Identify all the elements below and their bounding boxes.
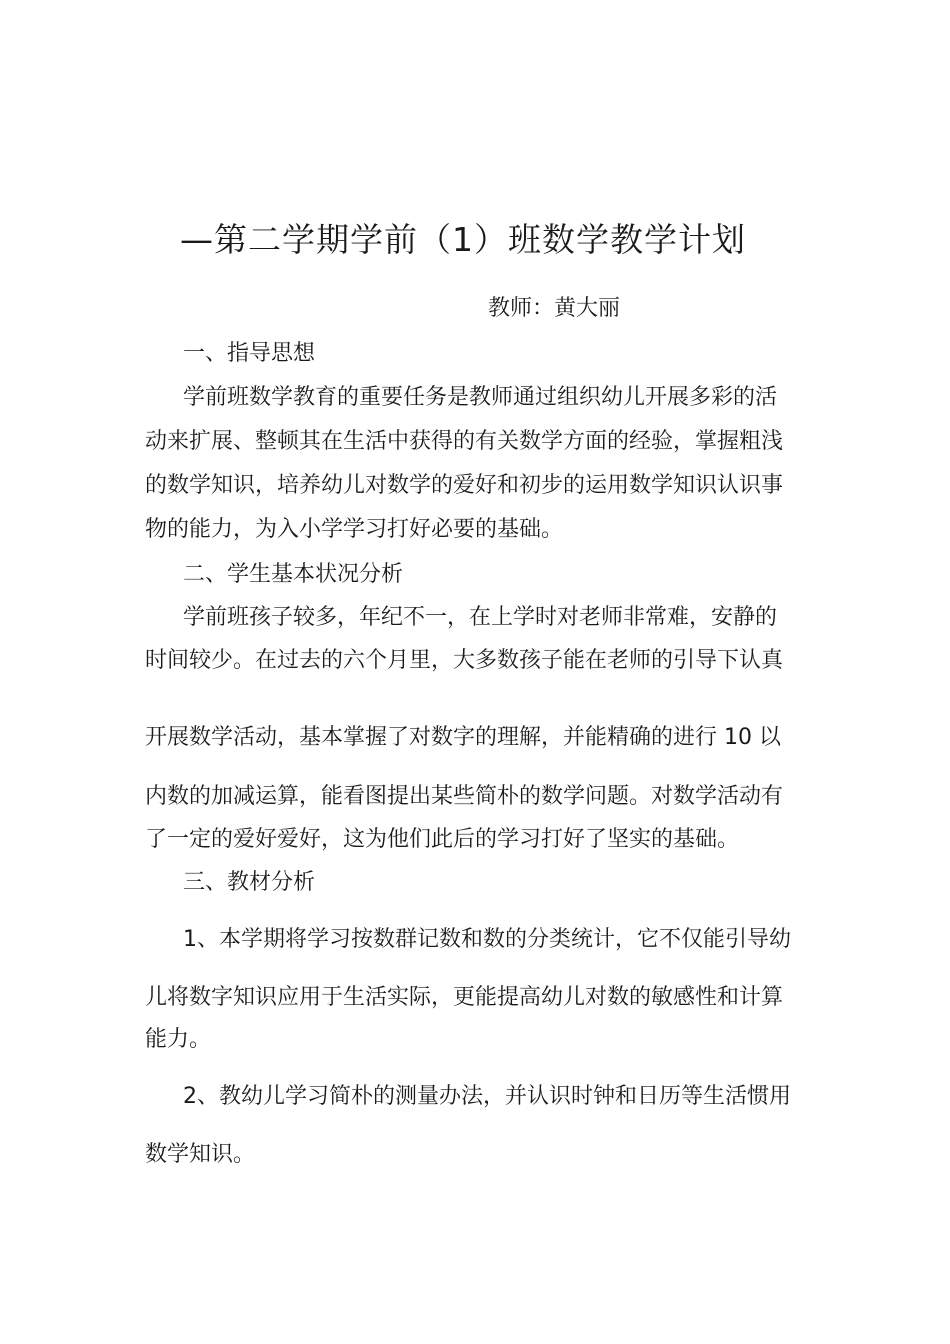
paragraph-line: 能力。 (145, 1027, 212, 1052)
paragraph-line: 1、本学期将学习按数群记数和数的分类统计，它不仅能引导幼 (183, 927, 791, 952)
author-line: 教师：黄大丽 (488, 296, 621, 321)
section-heading-textbook-analysis: 三、教材分析 (183, 870, 316, 895)
paragraph-line: 了一定的爱好爱好，这为他们此后的学习打好了坚实的基础。 (145, 827, 740, 852)
paragraph-line: 时间较少。在过去的六个月里，大多数孩子能在老师的引导下认真 (145, 648, 784, 673)
document-title: —第二学期学前（1）班数学教学计划 (180, 220, 746, 259)
paragraph-line: 数学知识。 (145, 1142, 256, 1167)
section-heading-guiding-thought: 一、指导思想 (183, 341, 316, 366)
section-heading-student-analysis: 二、学生基本状况分析 (183, 562, 404, 587)
paragraph-line: 物的能力，为入小学学习打好必要的基础。 (145, 517, 564, 542)
paragraph-line: 开展数学活动，基本掌握了对数字的理解，并能精确的进行 10 以 (145, 725, 781, 750)
paragraph-line: 学前班数学教育的重要任务是教师通过组织幼儿开展多彩的活 (183, 385, 778, 410)
paragraph-line: 内数的加减运算，能看图提出某些简朴的数学问题。对数学活动有 (145, 784, 784, 809)
paragraph-line: 动来扩展、整顿其在生活中获得的有关数学方面的经验，掌握粗浅 (145, 429, 784, 454)
paragraph-line: 2、教幼儿学习简朴的测量办法，并认识时钟和日历等生活惯用 (183, 1084, 791, 1109)
paragraph-line: 的数学知识，培养幼儿对数学的爱好和初步的运用数学知识认识事 (145, 473, 784, 498)
paragraph-line: 学前班孩子较多，年纪不一，在上学时对老师非常难，安静的 (183, 605, 778, 630)
paragraph-line: 儿将数字知识应用于生活实际，更能提高幼儿对数的敏感性和计算 (145, 985, 784, 1010)
